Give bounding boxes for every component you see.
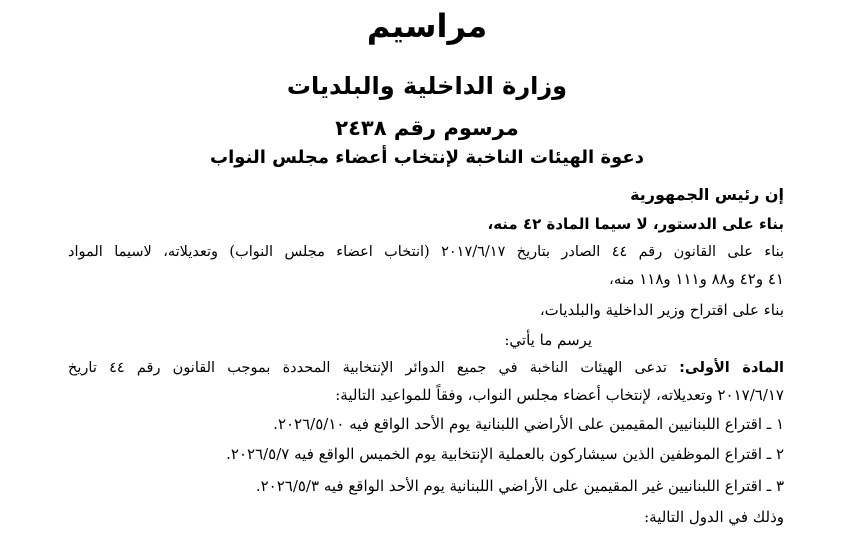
- list-item: ١ ـ اقتراع اللبنانيين المقيمين على الأراضي اللبنانية يوم الأحد الواقع فيه ٢٠٢٦/٥/١٠.: [273, 415, 784, 433]
- article-1-line-2: ٢٠١٧/٦/١٧ وتعديلاته، لإنتخاب أعضاء مجلس النواب، وفقاً للمواعيد التالية:: [335, 386, 784, 404]
- article-1-text: تدعى الهيئات الناخبة في جميع الدوائر الإنتخابية المحددة بموجب القانون رقم ٤٤ تاريخ: [68, 360, 680, 376]
- section-title: مراسيم: [366, 7, 488, 45]
- countries-line: وذلك في الدول التالية:: [644, 508, 784, 526]
- article-1-line-1: [68, 356, 784, 380]
- decree-subject: دعوة الهيئات الناخبة لإنتخاب أعضاء مجلس النواب: [210, 147, 644, 168]
- law-reference-line-1: بناء على القانون رقم ٤٤ الصادر بتاريخ ٢٠١٧/٦/١٧ (انتخاب اعضاء مجلس النواب) وتعديلاته، لاسيما المواد: [68, 244, 784, 260]
- constitution-line: بناء على الدستور، لا سيما المادة ٤٢ منه،: [487, 215, 784, 233]
- law-reference-line-2: ٤١ و٤٢ و٨٨ و١١١ و١١٨ منه،: [609, 270, 784, 288]
- decree-number: مرسوم رقم ٢٤٣٨: [335, 116, 519, 140]
- article-1-label: المادة الأولى:: [679, 360, 785, 376]
- list-item: ٢ ـ اقتراع الموظفين الذين سيشاركون بالعملية الإنتخابية يوم الخميس الواقع فيه ٢٠٢٦/٥/٧.: [226, 445, 784, 463]
- president-line: إن رئيس الجمهورية: [630, 185, 784, 204]
- ministry-name: وزارة الداخلية والبلديات: [286, 72, 568, 100]
- proposal-line: بناء على اقتراح وزير الداخلية والبلديات،: [539, 301, 784, 319]
- list-item: ٣ ـ اقتراع اللبنانيين غير المقيمين على الأراضي اللبنانية يوم الأحد الواقع فيه ٢٠٢٦/٥/٣.: [255, 477, 784, 495]
- decrees-line: يرسم ما يأتي:: [504, 331, 592, 349]
